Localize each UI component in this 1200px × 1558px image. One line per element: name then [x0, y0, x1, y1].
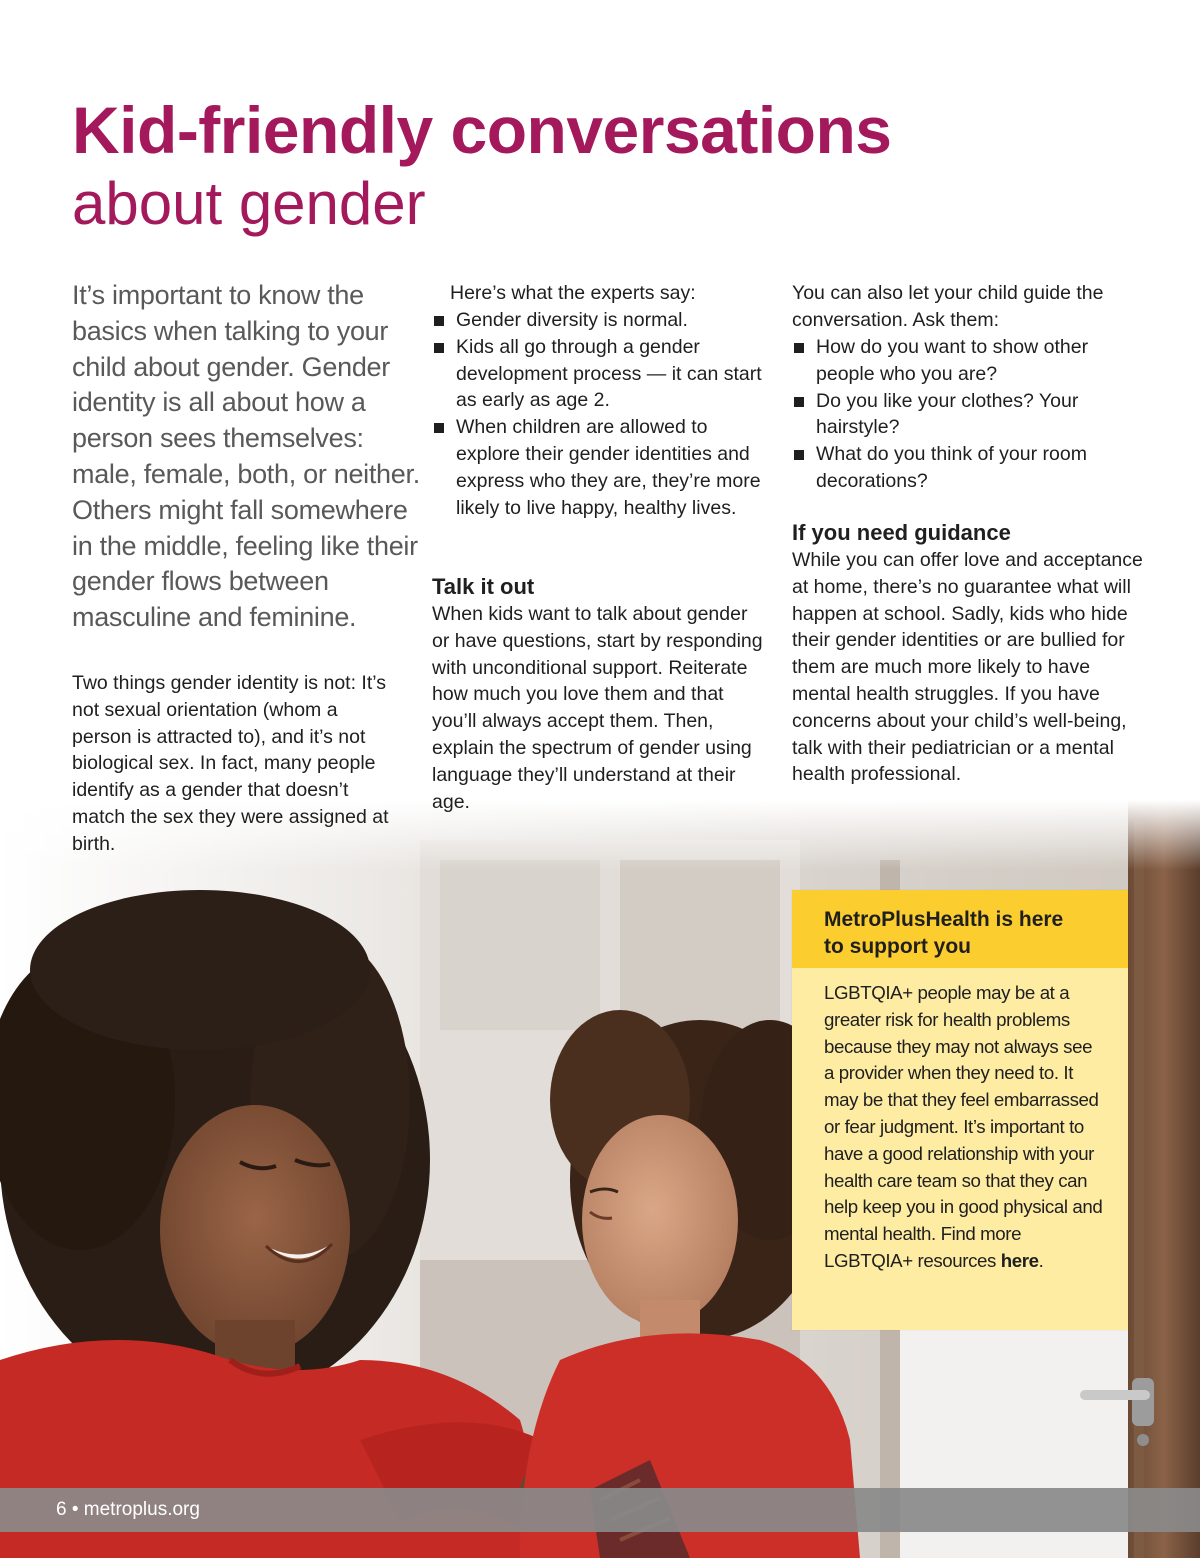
bullet-square-icon: [434, 316, 444, 326]
guide-conversation-intro: You can also let your child guide the conversation. Ask them:: [792, 282, 1104, 331]
list-item: Kids all go through a gender development process — it can start as early as age 2.: [432, 334, 762, 414]
support-callout-heading: MetroPlusHealth is here to support you: [792, 890, 1128, 968]
resources-link[interactable]: here: [1000, 1249, 1039, 1271]
bullet-square-icon: [434, 343, 444, 353]
page-title: Kid-friendly conversations: [72, 93, 892, 167]
lead-paragraph: It’s important to know the basics when talking to your child about gender. Gender identity is all about how a person sees themselves: male, female, both, or neither. Others might fall somewhere in the middle, feeling like their gender flows between masculine and feminine.: [72, 280, 420, 633]
guidance-paragraph: While you can offer love and acceptance at home, there’s no guarantee what will happen at school. Sadly, kids who hide their gender identities or are bullied for them are much more likely to have mental health struggles. If you have concerns about your child’s well-being, talk with their pediatrician or a mental health professional.: [792, 549, 1143, 786]
talk-it-out-paragraph: When kids want to talk about gender or have questions, start by responding with unconditional support. Reiterate how much you love them and that you’ll always accept them. Then, explain the spectrum of gender using language they’ll understand at their age.: [432, 603, 763, 813]
questions-bullet-list: [792, 334, 1132, 495]
bullet-square-icon: [794, 397, 804, 407]
page-subtitle: about gender: [72, 170, 426, 237]
list-item: Do you like your clothes? Your hairstyle?: [792, 388, 1132, 442]
bullet-square-icon: [434, 423, 444, 433]
list-item: What do you think of your room decorations?: [792, 441, 1132, 495]
experts-bullet-list: [432, 307, 762, 521]
page-number-footer: 6 • metroplus.org: [56, 1499, 200, 1520]
bullet-square-icon: [794, 450, 804, 460]
list-item: When children are allowed to explore their gender identities and express who they are, they’re more likely to live happy, healthy lives.: [432, 414, 762, 521]
gender-identity-paragraph: Two things gender identity is not: It’s not sexual orientation (whom a person is attracted to), and it’s not biological sex. In fact, many people identify as a gender that doesn’t match the sex they were assigned at birth.: [72, 672, 389, 855]
experts-intro: Here’s what the experts say:: [450, 282, 696, 304]
list-item: Gender diversity is normal.: [432, 307, 762, 334]
support-callout-body: LGBTQIA+ people may be at a greater risk for health problems because they may not always see a provider when they need to. It may be that they feel embarrassed or fear judgment. It’s important to have a good relationship with your health care team so that they can help keep you in good physical and mental health. Find more LGBTQIA+ resources here.: [824, 982, 1103, 1271]
support-callout: [792, 890, 1128, 1330]
list-item: How do you want to show other people who you are?: [792, 334, 1132, 388]
guidance-heading: If you need guidance: [792, 520, 1011, 545]
bullet-square-icon: [794, 343, 804, 353]
talk-it-out-heading: Talk it out: [432, 574, 535, 599]
